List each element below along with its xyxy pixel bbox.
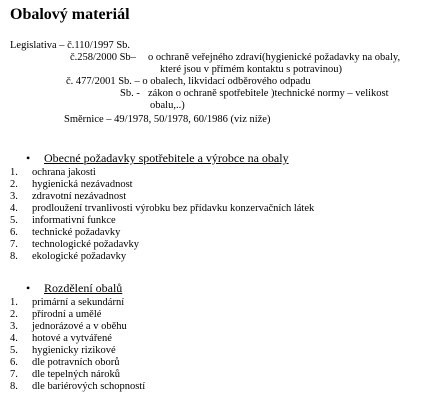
legislation-line: které jsou v přímém kontaktu s potravinou) [160, 64, 342, 75]
document-title: Obalový materiál [10, 6, 130, 23]
bullet-icon: • [26, 151, 31, 165]
legislation-line: zákon o ochraně spotřebitele )technické normy – velikost [148, 88, 389, 99]
legislation-line: č. 477/2001 Sb. – o obalech, likvidací odběrového odpadu [66, 76, 311, 87]
legislation-line: Legislativa – č.110/1997 Sb. [10, 40, 131, 51]
legislation-line: Sb. - [120, 88, 140, 99]
legislation-line: o ochraně veřejného zdraví(hygienické požadavky na obaly, [148, 52, 401, 63]
legislation-line: č.258/2000 Sb– [70, 52, 136, 63]
legislation-line: Směrnice – 49/1978, 50/1978, 60/1986 (viz níže) [64, 114, 271, 125]
legislation-line: obalu,..) [150, 100, 185, 111]
bullet-icon: • [26, 281, 31, 295]
section-title: Rozdělení obalů [44, 281, 123, 295]
section-title: Obecné požadavky spotřebitele a výrobce na obaly [44, 151, 289, 165]
